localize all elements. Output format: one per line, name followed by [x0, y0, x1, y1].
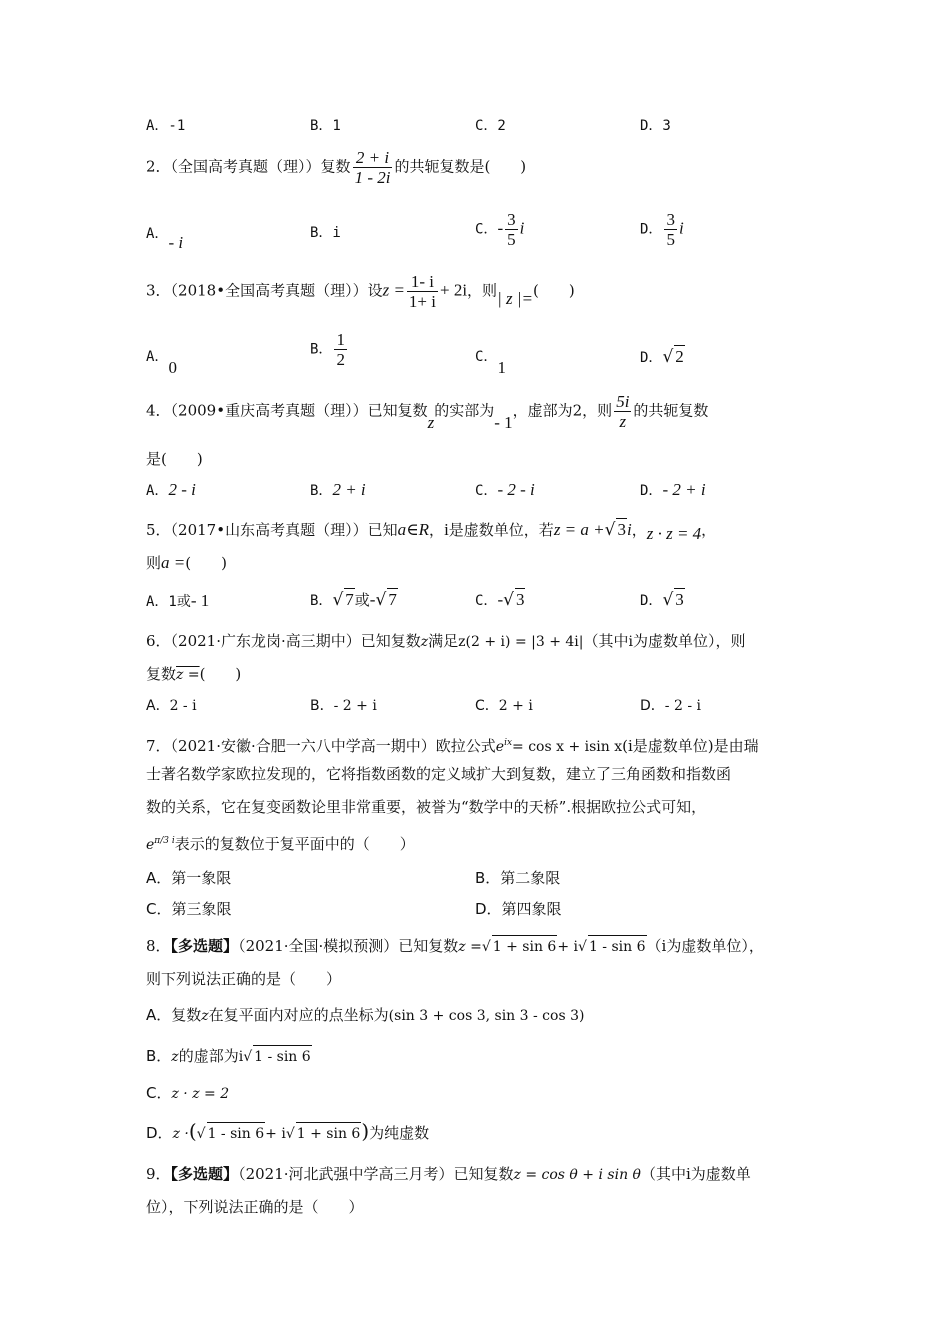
q6-option-b: B．- 2 + i — [310, 698, 377, 714]
q8-line2: 则下列说法正确的是（ ） — [146, 970, 342, 988]
q1-option-d: D．3 — [640, 118, 671, 134]
q7-line2: 士著名数学家欧拉发现的，它将指数函数的定义域扩大到复数，建立了三角函数和指数函 — [146, 765, 732, 783]
q3-option-c: C．1 — [475, 349, 506, 377]
q7-line4: $e^{\pi/3 i}$表示的复数位于复平面中的（ ） — [146, 835, 415, 853]
q6-option-d: D．- 2 - i — [640, 698, 701, 714]
q2-source: （全国高考真题（理））复数 — [170, 157, 351, 176]
q7-stem: 7．（2021·安徽·合肥一六八中学高一期中）欧拉公式$e^{ix}= \cos x + isin$ x(i是虚数单位)是由瑞 — [146, 737, 759, 755]
q1-option-c: C．2 — [475, 118, 506, 134]
q8-option-b: B．z的虚部为i√ 1 - sin 6 — [146, 1045, 312, 1068]
q3-option-a: A．0 — [146, 349, 177, 377]
q2-fraction: $\frac{2 + i}{1 - 2i}$ — [354, 148, 391, 187]
q2-number: 2． — [146, 157, 171, 176]
q3-option-d: D．√ 2 — [640, 347, 684, 367]
q4-option-a: A．2 - i — [146, 480, 196, 499]
q9-line2: 位），下列说法正确的是（ ） — [146, 1198, 364, 1216]
q5-stem: 5．（2017•山东高考真题（理））已知a∈R，i是虚数单位，若z = a +√ 3i，z · z = 4， — [146, 520, 717, 543]
q4-option-d: D．- 2 + i — [640, 480, 706, 499]
q2-option-c: C．- $\frac{3}{5}$ i — [475, 210, 525, 249]
q4-stem: 4．（2009•重庆高考真题（理））已知复数z的实部为- 1，虚部为2，则 $\frac{5i}{z}$ 的共轭复数 — [146, 392, 709, 432]
q8-option-a: A．复数z在复平面内对应的点坐标为(sin 3 + cos 3, sin 3 - cos 3) — [146, 1006, 585, 1024]
q6-stem-line2: 复数z =( ) — [146, 665, 242, 683]
q6-option-c: C．2 + i — [475, 698, 533, 714]
q7-option-d: D．第四象限 — [475, 900, 562, 918]
q4-stem-line2: 是( ) — [146, 450, 203, 468]
q8-option-d: D．z ·(√ 1 - sin 6+ i√ 1 + sin 6)为纯虚数 — [146, 1119, 430, 1143]
q2-stem — [146, 148, 526, 187]
q3-stem: 3．（2018•全国高考真题（理））设z = $\frac{1- i}{1+ i}$ + 2i，则| z |=( ) — [146, 272, 575, 311]
q2-option-b: B．i — [310, 225, 341, 241]
q7-line3: 数的关系，它在复变函数论里非常重要，被誉为“数学中的天桥”.根据欧拉公式可知， — [146, 798, 707, 816]
q7-option-a: A．第一象限 — [146, 869, 232, 887]
q1-option-a: A．-1 — [146, 118, 186, 134]
q8-stem: 8．【多选题】（2021·全国·模拟预测）已知复数z =√ 1 + sin 6+ i√ 1 - sin 6（i为虚数单位）， — [146, 935, 764, 958]
q2-tail: 的共轭复数是( ) — [394, 157, 527, 176]
q5-option-b: B．√ 7或-√ 7 — [310, 590, 397, 610]
q7-option-b: B．第二象限 — [475, 869, 561, 887]
q7-option-c: C．第三象限 — [146, 900, 232, 918]
q6-option-a: A．2 - i — [146, 698, 197, 714]
q5-stem-line2: 则a =( ) — [146, 553, 227, 572]
q4-option-b: B．2 + i — [310, 480, 366, 499]
q9-stem: 9．【多选题】（2021·河北武强中学高三月考）已知复数z = cos θ + i sin θ（其中i为虚数单 — [146, 1165, 751, 1183]
q2-option-a: A．- i — [146, 226, 184, 252]
q2-option-d: D． $\frac{3}{5}$ i — [640, 210, 684, 249]
q6-stem: 6．（2021·广东龙岗·高三期中）已知复数z满足z(2 + i) = |3 + 4i|（其中i为虚数单位），则 — [146, 632, 746, 650]
q5-option-a: A．1或- 1 — [146, 591, 210, 610]
q5-option-c: C．-√ 3 — [475, 590, 525, 610]
q1-option-b: B．1 — [310, 118, 341, 134]
q4-option-c: C．- 2 - i — [475, 480, 535, 499]
q8-option-c: C．z · z = 2 — [146, 1084, 230, 1102]
q5-option-d: D．√ 3 — [640, 590, 684, 610]
q3-option-b: B． $\frac{1}{2}$ — [310, 330, 345, 369]
